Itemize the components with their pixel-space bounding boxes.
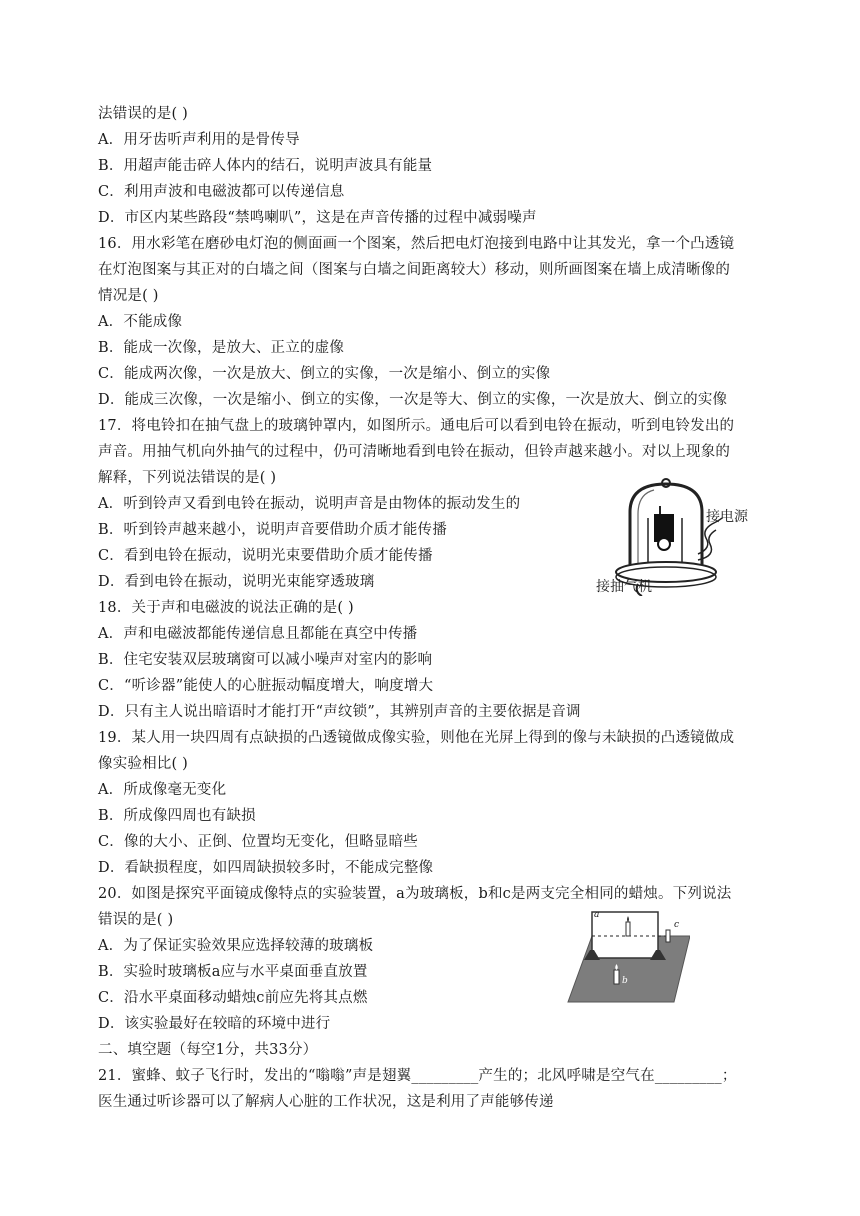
line-12: 17．将电铃扣在抽气盘上的玻璃钟罩内，如图所示。通电后可以看到电铃在振动，听到电铃发出的 bbox=[98, 418, 735, 434]
line-24: 19．某人用一块四周有点缺损的凸透镜做成像实验，则他在光屏上得到的像与未缺损的凸透镜做成 bbox=[98, 730, 735, 746]
line-17: C．看到电铃在振动，说明光束要借助介质才能传播 bbox=[98, 548, 433, 564]
plane-mirror-drawing bbox=[562, 906, 690, 1006]
label-a: a bbox=[594, 910, 600, 920]
line-9: B．能成一次像，是放大、正立的虚像 bbox=[98, 340, 345, 356]
line-15: A．听到铃声又看到电铃在振动，说明声音是由物体的振动发生的 bbox=[98, 496, 521, 512]
label-b: b bbox=[622, 976, 628, 986]
label-pump: 接抽气机 bbox=[596, 579, 652, 595]
line-19: 18．关于声和电磁波的说法正确的是( ) bbox=[98, 600, 354, 616]
bell-jar-figure bbox=[594, 478, 774, 596]
line-5: 16．用水彩笔在磨砂电灯泡的侧面画一个图案，然后把电灯泡接到电路中让其发光，拿一个凸透镜 bbox=[98, 236, 735, 252]
line-34: C．沿水平桌面移动蜡烛c前应先将其点燃 bbox=[98, 990, 368, 1006]
line-26: A．所成像毫无变化 bbox=[98, 782, 227, 798]
glass-plate bbox=[592, 912, 658, 958]
line-33: B．实验时玻璃板a应与水平桌面垂直放置 bbox=[98, 964, 368, 980]
line-28: C．像的大小、正倒、位置均无变化，但略显暗些 bbox=[98, 834, 418, 850]
line-16: B．听到铃声越来越小，说明声音要借助介质才能传播 bbox=[98, 522, 447, 538]
line-13: 声音。用抽气机向外抽气的过程中，仍可清晰地看到电铃在振动，但铃声越来越小。对以上现象的 bbox=[98, 444, 731, 460]
line-27: B．所成像四周也有缺损 bbox=[98, 808, 256, 824]
line-0: 法错误的是( ) bbox=[98, 106, 189, 122]
line-23: D．只有主人说出暗语时才能打开“声纹锁”，其辨别声音的主要依据是音调 bbox=[98, 704, 581, 720]
line-11: D．能成三次像，一次是缩小、倒立的实像，一次是等大、倒立的实像，一次是放大、倒立的实像 bbox=[98, 392, 728, 408]
line-2: B．用超声能击碎人体内的结石，说明声波具有能量 bbox=[98, 158, 433, 174]
line-29: D．看缺损程度，如四周缺损较多时，不能成完整像 bbox=[98, 860, 434, 876]
line-4: D．市区内某些路段“禁鸣喇叭”，这是在声音传播的过程中减弱噪声 bbox=[98, 210, 537, 226]
line-22: C．“听诊器”能使人的心脏振动幅度增大，响度增大 bbox=[98, 678, 434, 694]
line-32: A．为了保证实验效果应选择较薄的玻璃板 bbox=[98, 938, 374, 954]
line-8: A．不能成像 bbox=[98, 314, 183, 330]
line-30: 20．如图是探究平面镜成像特点的实验装置，a为玻璃板，b和c是两支完全相同的蜡烛。下列说法 bbox=[98, 886, 732, 902]
line-37: 21．蜜蜂、蚊子飞行时，发出的“嗡嗡”声是翅翼_________产生的；北风呼啸是空气在_________； bbox=[98, 1068, 737, 1084]
line-35: D．该实验最好在较暗的环境中进行 bbox=[98, 1016, 331, 1032]
plane-mirror-figure bbox=[562, 906, 690, 1006]
label-c: c bbox=[674, 920, 680, 930]
line-31: 错误的是( ) bbox=[98, 912, 174, 928]
line-20: A．声和电磁波都能传递信息且都能在真空中传播 bbox=[98, 626, 418, 642]
line-21: B．住宅安装双层玻璃窗可以减小噪声对室内的影响 bbox=[98, 652, 433, 668]
line-7: 情况是( ) bbox=[98, 288, 159, 304]
line-3: C．利用声波和电磁波都可以传递信息 bbox=[98, 184, 345, 200]
line-18: D．看到电铃在振动，说明光束能穿透玻璃 bbox=[98, 574, 375, 590]
section-heading: 二、填空题（每空1分，共33分） bbox=[98, 1042, 318, 1058]
label-power: 接电源 bbox=[706, 509, 748, 525]
line-1: A．用牙齿听声利用的是骨传导 bbox=[98, 132, 300, 148]
line-38: 医生通过听诊器可以了解病人心脏的工作状况，这是利用了声能够传递 bbox=[98, 1094, 554, 1110]
line-6: 在灯泡图案与其正对的白墙之间（图案与白墙之间距离较大）移动，则所画图案在墙上成清晰像的 bbox=[98, 262, 731, 278]
line-14: 解释，下列说法错误的是( ) bbox=[98, 470, 277, 486]
line-10: C．能成两次像，一次是放大、倒立的实像，一次是缩小、倒立的实像 bbox=[98, 366, 551, 382]
line-25: 像实验相比( ) bbox=[98, 756, 189, 772]
